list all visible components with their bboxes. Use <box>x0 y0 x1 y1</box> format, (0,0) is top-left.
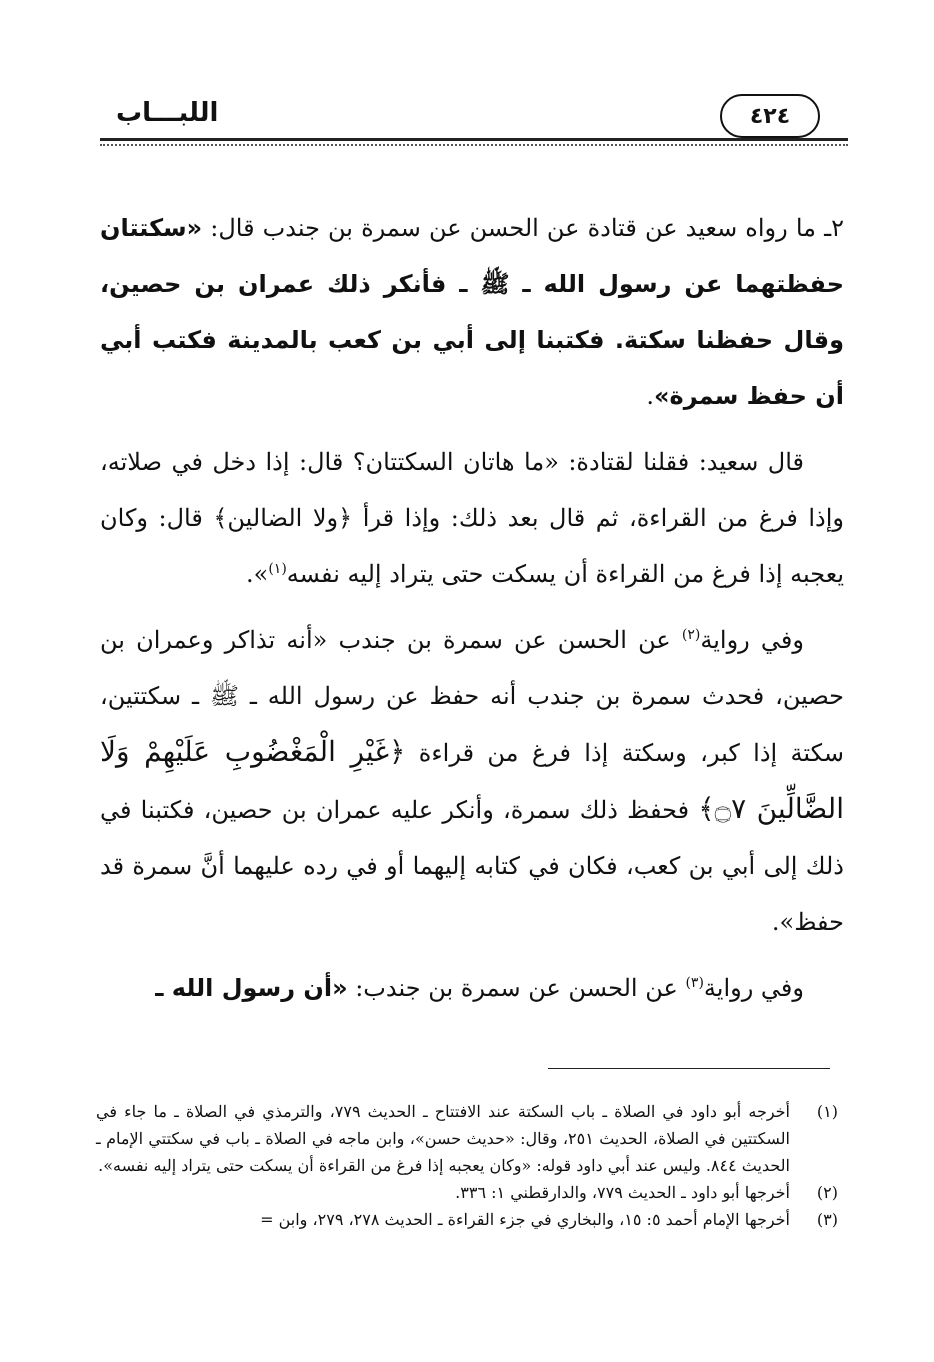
footnote-number: (٣) <box>816 1210 838 1229</box>
book-title: اللبـــاب <box>116 98 219 128</box>
header-dotted-rule <box>100 144 848 146</box>
footnote-ref-2[interactable]: (٢) <box>681 627 701 643</box>
hadith-quote-1: «سكتتان حفظتهما عن رسول الله ـ ﷺ ـ فأنكر ذلك عمران بن حصين، وقال حفظنا سكتة. فكتبنا إلى أبي بن كعب بالمدينة فكتب أبي أن حفظ سمرة» <box>100 214 844 410</box>
paragraph-4-text-1: عن الحسن عن سمرة بن جندب: <box>347 974 686 1002</box>
paragraph-1-intro: ٢ـ ما رواه سعيد عن قتادة عن الحسن عن سمرة بن جندب قال: <box>210 214 845 242</box>
footnote-1 <box>96 1098 844 1179</box>
hadith-quote-2: «أن رسول الله ـ <box>155 974 348 1002</box>
footnote-number: (٢) <box>816 1183 838 1202</box>
footnote-text: أخرجه أبو داود في الصلاة ـ باب السكتة عند الافتتاح ـ الحديث ٧٧٩، والترمذي في الصلاة ـ ما جاء في السكتتين في الصلاة، الحديث ٢٥١، وقال: «حديث حسن»، وابن ماجه في الصلاة ـ باب في سكتتي الإمام ـ الحديث ٨٤٤. وليس عند أبي داود قوله: «وكان يعجبه إذا فرغ من القراءة أن يسكت حتى يتراد إليه نفسه». <box>96 1102 791 1175</box>
paragraph-2-text: قال سعيد: فقلنا لقتادة: «ما هاتان السكتتان؟ قال: إذا دخل في صلاته، وإذا فرغ من القراءة، ثم قال بعد ذلك: وإذا قرأ ﴿ولا الضالين﴾ قال: وكان يعجبه إذا فرغ من القراءة أن يسكت حتى يتراد إليه نفسه <box>100 448 844 588</box>
footnote-ref-1[interactable]: (١) <box>268 561 287 577</box>
paragraph-2-end: ». <box>246 560 269 588</box>
footnote-2 <box>96 1179 844 1206</box>
quran-verse: ﴿غَيْرِ الْمَغْضُوبِ عَلَيْهِمْ وَلَا الضَّالِّينَ ۝٧﴾ <box>100 735 844 825</box>
footnote-text: أخرجها الإمام أحمد ٥: ١٥، والبخاري في جزء القراءة ـ الحديث ٢٧٨، ٢٧٩، وابن = <box>260 1210 790 1229</box>
footnote-3 <box>96 1206 844 1233</box>
page-number-badge: ٤٢٤ <box>720 94 820 138</box>
footnote-ref-3[interactable]: (٣) <box>685 975 704 991</box>
footnote-separator <box>548 1068 830 1069</box>
paragraph-4-start: وفي رواية <box>703 974 804 1002</box>
footnote-text: أخرجها أبو داود ـ الحديث ٧٧٩، والدارقطني ١: ٣٣٦. <box>455 1183 790 1202</box>
paragraph-3 <box>100 612 844 950</box>
header-rule <box>100 138 848 141</box>
main-text <box>100 200 844 1026</box>
paragraph-2 <box>100 434 844 602</box>
page-header <box>100 92 848 152</box>
footnotes <box>96 1098 844 1233</box>
footnote-number: (١) <box>816 1102 838 1121</box>
paragraph-3-text-2: فحفظ ذلك سمرة، وأنكر عليه عمران بن حصين، فكتبنا في ذلك إلى أبي بن كعب، فكان في كتابه إليهما أو في رده عليهما أنَّ سمرة قد حفظ». <box>100 796 844 936</box>
paragraph-4 <box>100 960 844 1016</box>
paragraph-1 <box>100 200 844 424</box>
paragraph-3-text-1: عن الحسن عن سمرة بن جندب «أنه تذاكر وعمران بن حصين، فحدث سمرة بن جندب أنه حفظ عن رسول الله ـ ﷺ ـ سكتتين، سكتة إذا كبر، وسكتة إذا فرغ من قراءة <box>100 626 845 767</box>
paragraph-1-end: . <box>646 382 655 410</box>
paragraph-3-start: وفي رواية <box>700 626 804 654</box>
